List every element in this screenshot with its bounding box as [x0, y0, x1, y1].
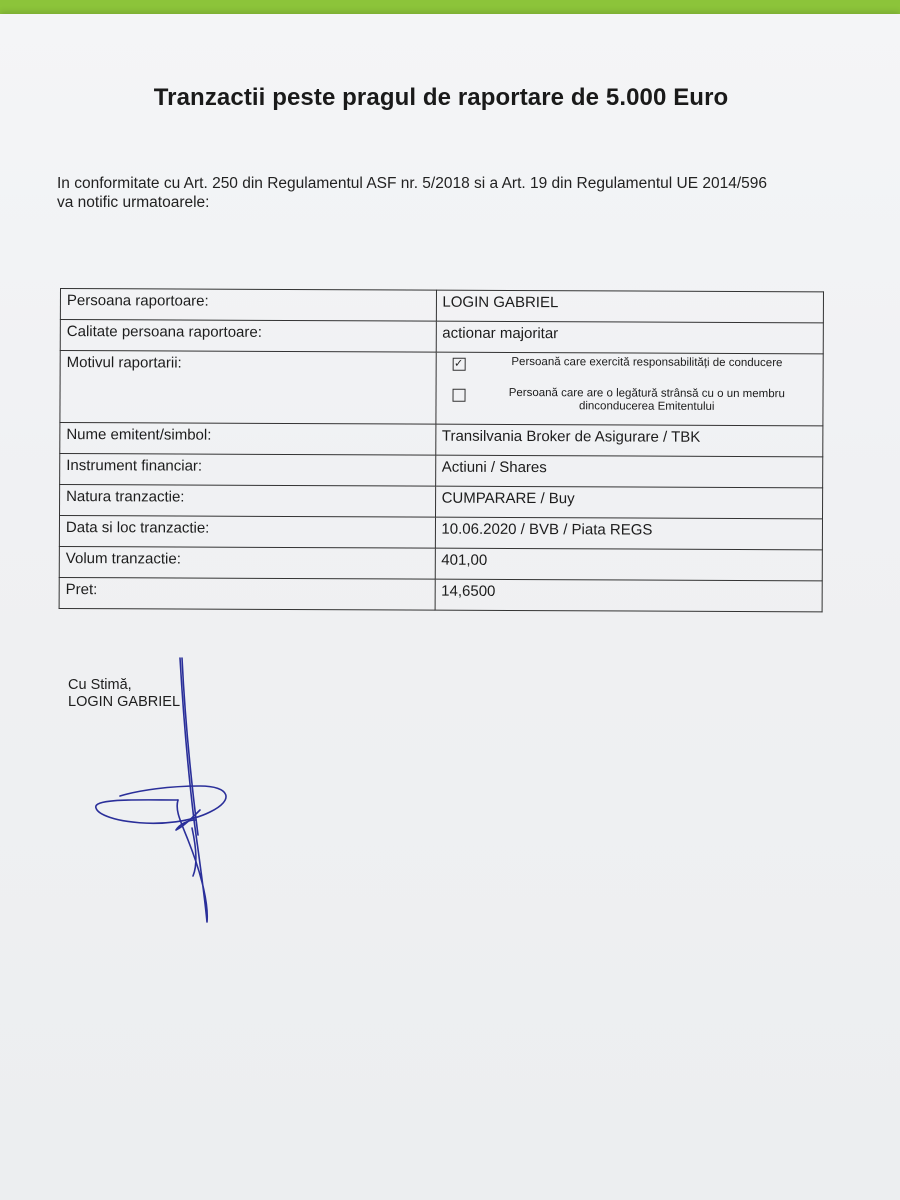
reason-label: Motivul raportarii: — [60, 351, 436, 425]
reason-option-2-line-2: dinconducerea Emitentului — [578, 400, 715, 413]
reason-option-2-text — [465, 387, 817, 415]
date-value: 10.06.2020 / BVB / Piata REGS — [435, 517, 823, 550]
table-row — [60, 351, 823, 426]
table-row — [59, 546, 822, 580]
reporter-label: Persoana raportoare: — [60, 289, 436, 322]
intro-line-1: In conformitate cu Art. 250 din Regulamentul ASF nr. 5/2018 si a Art. 19 din Regulamentul UE 2014/596 — [57, 175, 767, 192]
intro-paragraph — [57, 174, 847, 212]
reason-options — [435, 352, 823, 426]
nature-label: Natura tranzactie: — [60, 485, 436, 518]
volume-value: 401,00 — [435, 548, 823, 581]
price-label: Pret: — [59, 577, 435, 610]
issuer-value: Transilvania Broker de Asigurare / TBK — [435, 424, 823, 457]
closing-name: LOGIN GABRIEL — [68, 694, 181, 710]
table-row — [60, 289, 823, 323]
table-row — [60, 454, 823, 488]
checkbox-empty-icon[interactable] — [452, 389, 465, 402]
report-table — [59, 288, 824, 612]
date-label: Data si loc tranzactie: — [59, 516, 435, 549]
table-row — [60, 485, 823, 519]
nature-value: CUMPARARE / Buy — [435, 486, 823, 519]
reason-option-1-text: Persoană care exercită responsabilități de conducere — [511, 355, 783, 370]
price-value: 14,6500 — [435, 579, 823, 612]
document-title: Tranzactii peste pragul de raportare de 5.000 Euro — [153, 84, 729, 111]
table-row — [60, 320, 823, 354]
instrument-value: Actiuni / Shares — [435, 455, 823, 488]
instrument-label: Instrument financiar: — [60, 454, 436, 487]
table-row — [59, 516, 822, 550]
capacity-value: actionar majoritar — [436, 321, 824, 354]
reason-option-2 — [442, 387, 817, 415]
reason-option-2-line-1: Persoană care are o legătură strânsă cu o un membru — [508, 386, 785, 401]
signature-icon — [80, 650, 250, 940]
intro-line-2: va notific urmatoarele: — [57, 194, 210, 211]
reporter-value: LOGIN GABRIEL — [436, 290, 824, 323]
table-row — [60, 423, 823, 457]
checkbox-checked-icon[interactable]: ✓ — [454, 357, 464, 370]
reason-option-1 — [442, 356, 817, 373]
table-row — [59, 577, 822, 611]
closing-greeting: Cu Stimă, — [68, 677, 132, 693]
capacity-label: Calitate persoana raportoare: — [60, 320, 436, 353]
issuer-label: Nume emitent/simbol: — [60, 423, 436, 456]
volume-label: Volum tranzactie: — [59, 546, 435, 579]
